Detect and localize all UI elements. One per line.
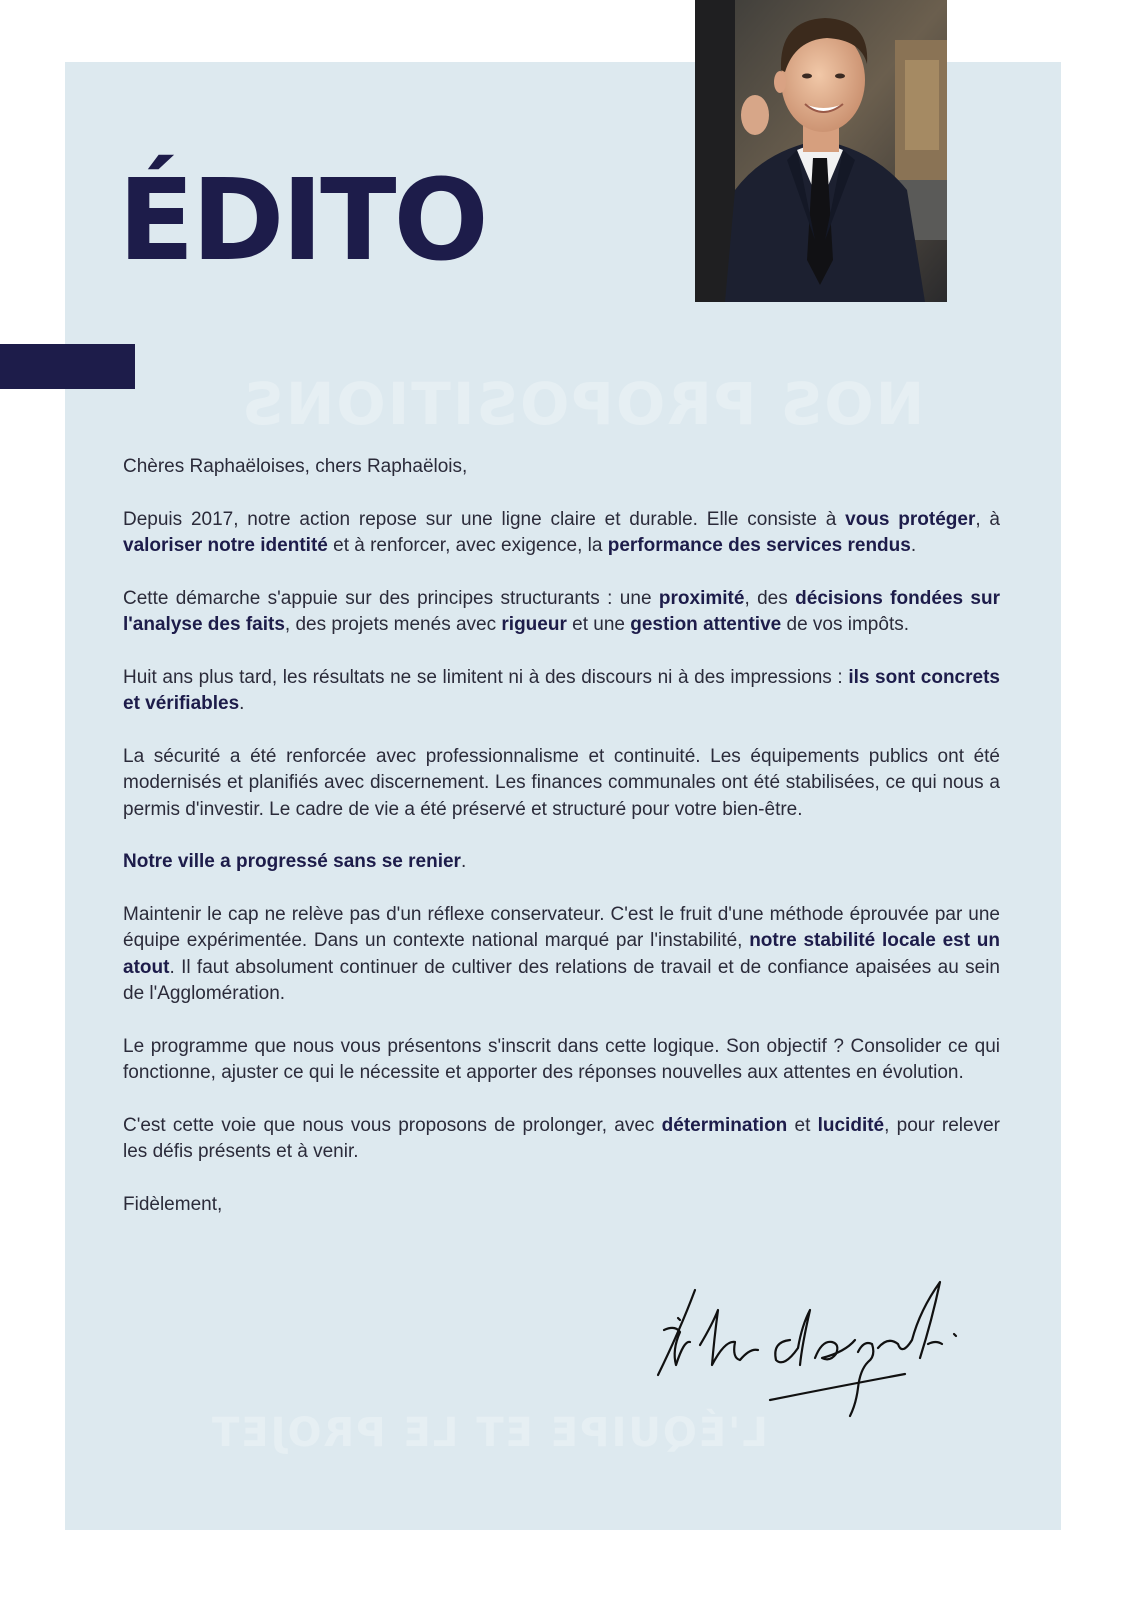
paragraph-conclusion: C'est cette voie que nous vous proposons de prolonger, avec détermination et lucidité, pour relever les défis présents et à venir. <box>123 1114 1000 1162</box>
page-title: ÉDITO <box>118 156 486 286</box>
paragraph-method: Maintenir le cap ne relève pas d'un réflexe conservateur. C'est le fruit d'une méthode éprouvée par une équipe expérimentée. Dans un contexte national marqué par l'instabilité, notre stabilité locale est un atout. Il faut absolument continuer de cultiver des relations de travail et de confiance apaisées au sein de l'Agglomération. <box>123 903 1000 1004</box>
paragraph-principles: Cette démarche s'appuie sur des principes structurants : une proximité, des décisions fondées sur l'analyse des faits, des projets menés avec rigueur et une gestion attentive de vos impôts. <box>123 587 1000 635</box>
handwritten-signature <box>650 1270 970 1420</box>
background-watermark-heading: NOS PROPOSITIONS <box>240 370 925 438</box>
background-watermark-footer: L'ÉQUIPE ET LE PROJET <box>210 1410 768 1456</box>
portrait-photo <box>695 0 947 302</box>
accent-bar <box>0 344 135 389</box>
paragraph-progress: Notre ville a progressé sans se renier. <box>123 851 467 872</box>
letter-greeting: Chères Raphaëloises, chers Raphaëlois, <box>123 456 468 477</box>
paragraph-program: Le programme que nous vous présentons s'inscrit dans cette logique. Son objectif ? Consolider ce qui fonctionne, ajuster ce qui le nécessite et apporter des réponses nouvelles aux attentes en évolution. <box>123 1035 1000 1083</box>
paragraph-achievements: La sécurité a été renforcée avec professionnalisme et continuité. Les équipements publics ont été modernisés et planifiés avec discernement. Les finances communales ont été stabilisées, ce qui nous a permis d'investir. Le cadre de vie a été préservé et structuré pour votre bien-être. <box>123 745 1000 820</box>
letter-body <box>123 454 1000 1244</box>
paragraph-results: Huit ans plus tard, les résultats ne se limitent ni à des discours ni à des impressions : ils sont concrets et vérifiables. <box>123 666 1000 714</box>
letter-closing: Fidèlement, <box>123 1193 223 1215</box>
paragraph-commitments: Depuis 2017, notre action repose sur une ligne claire et durable. Elle consiste à vous protéger, à valoriser notre identité et à renforcer, avec exigence, la performance des services rendus. <box>123 508 1000 556</box>
